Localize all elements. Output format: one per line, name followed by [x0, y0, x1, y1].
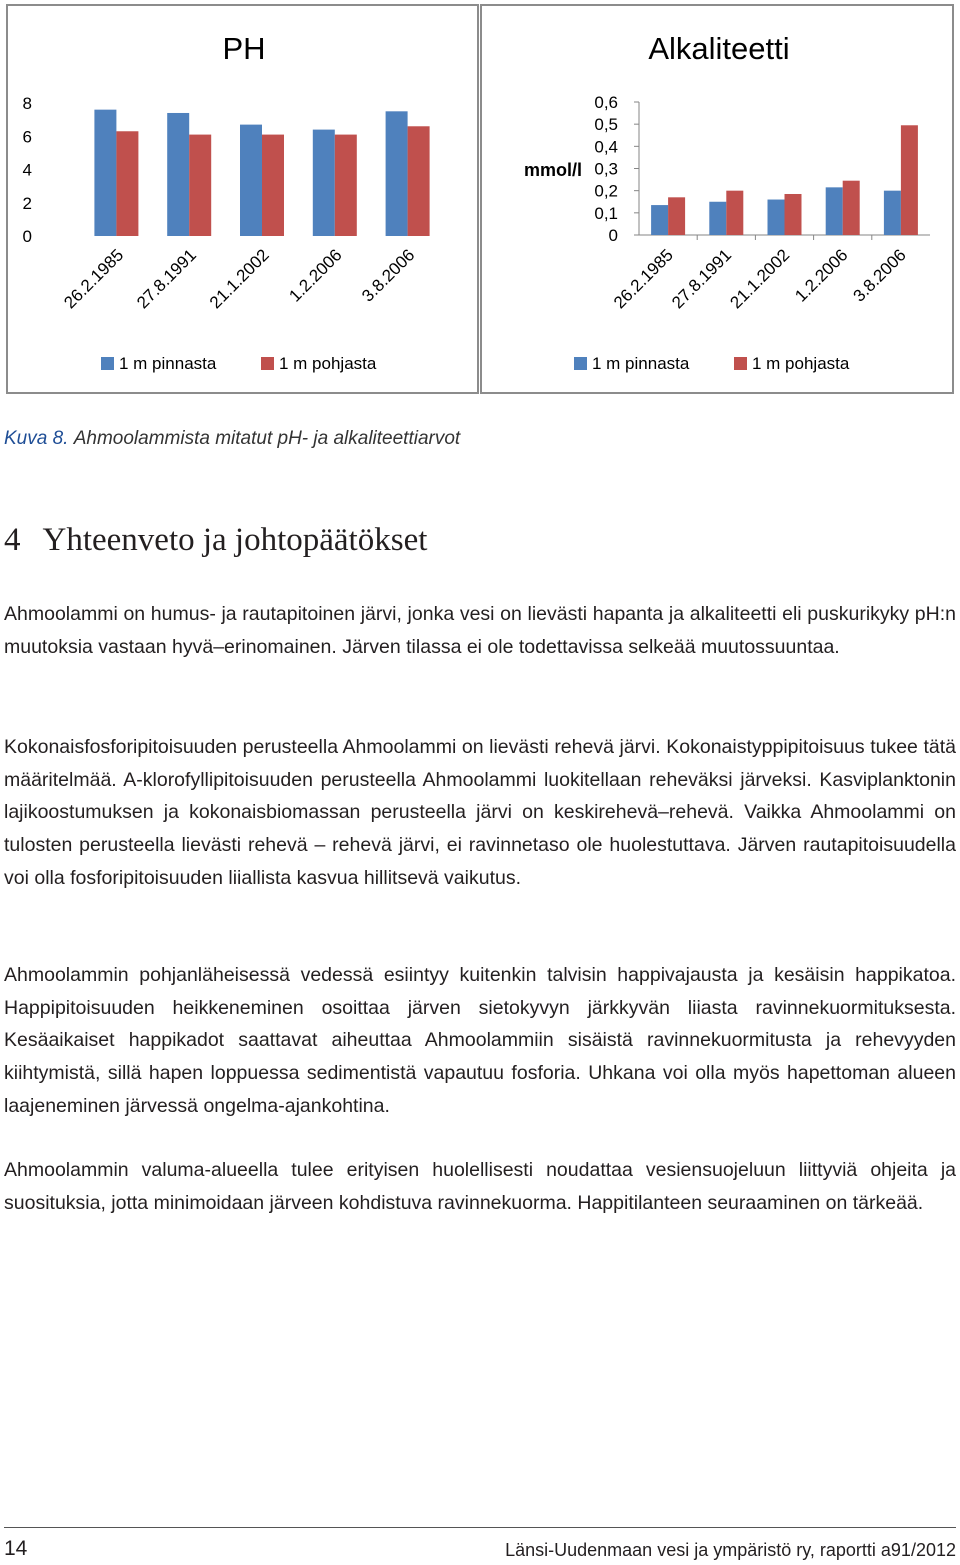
bar-1m-bottom — [408, 126, 430, 236]
y-tick-label: 2 — [22, 193, 32, 213]
bar-1m-bottom — [843, 181, 860, 235]
y-tick-label: 0,4 — [594, 137, 618, 157]
x-category-label: 27.8.1991 — [668, 245, 736, 313]
x-category-label: 21.1.2002 — [205, 245, 273, 313]
bar-1m-surface — [651, 205, 668, 235]
paragraph: Ahmoolammin valuma-alueella tulee erityisen huolellisesti noudattaa vesiensuojeluun liittyviä ohjeita ja suosituksia, jotta minimoidaan järveen kohdistuva ravinnekuorma. Happitilanteen seuraaminen on tärkeää. — [4, 1159, 956, 1214]
section-heading — [4, 522, 427, 559]
bar-1m-bottom — [668, 197, 685, 235]
y-tick-label: 6 — [22, 127, 32, 147]
bar-1m-bottom — [116, 131, 138, 236]
x-category-label: 27.8.1991 — [133, 245, 201, 313]
y-tick-label: 0,5 — [594, 115, 618, 135]
caption-text: Ahmoolammista mitatut pH- ja alkaliteettiarvot — [73, 428, 461, 449]
y-tick-label: 8 — [22, 94, 32, 113]
y-tick-label: 0,2 — [594, 181, 618, 201]
page-number: 14 — [4, 1537, 28, 1560]
paragraph: Ahmoolammi on humus- ja rautapitoinen järvi, jonka vesi on lievästi hapanta ja alkaliteetti eli puskurikyky pH:n muutoksia vastaan hyvä–erinomainen. Järven tilassa ei ole todettavissa selkeää muutossuuntaa. — [4, 603, 956, 658]
legend-swatch — [101, 357, 114, 370]
paragraph: Ahmoolammin pohjanläheisessä vedessä esiintyy kuitenkin talvisin happivajausta ja kesäisin happikatoa. Happipitoisuuden heikkeneminen osoittaa järven sietokyvyn järkkyvän liiasta ravinnekuormituksesta. Kesäaikaiset happikadot saattavat aiheuttaa Ahmoolammiin sisäistä ravinnekuormitusta ja rehevyyden kiihtymistä, sillä hapen loppuessa sedimentistä vapautuu fosforia. Uhkana voi olla myös hapettoman alueen laajeneminen järvessä ongelma-ajankohtina. — [4, 964, 956, 1117]
section-title: Yhteenveto ja johtopäätökset — [42, 522, 428, 558]
bar-1m-bottom — [785, 194, 802, 235]
x-category-label: 26.2.1985 — [610, 245, 677, 313]
ph-chart-svg — [8, 6, 477, 392]
alkalinity-chart — [480, 4, 954, 394]
legend-label: 1 m pohjasta — [752, 354, 850, 373]
ph-chart — [6, 4, 479, 394]
chart-title: Alkaliteetti — [648, 31, 790, 66]
bar-1m-surface — [313, 130, 335, 236]
bar-1m-surface — [709, 202, 726, 235]
y-tick-label: 0 — [22, 227, 32, 246]
bar-1m-bottom — [901, 125, 918, 235]
chart-title: PH — [222, 31, 266, 66]
y-tick-label: 0,6 — [594, 93, 618, 112]
y-axis-unit-label: mmol/l — [523, 160, 582, 180]
section-number: 4 — [4, 522, 21, 558]
x-category-label: 26.2.1985 — [60, 245, 128, 313]
legend-label: 1 m pinnasta — [119, 354, 217, 373]
bar-1m-bottom — [262, 135, 284, 236]
bar-1m-surface — [826, 187, 843, 235]
legend-swatch — [261, 357, 274, 370]
footer-text: Länsi-Uudenmaan vesi ja ympäristö ry, raportti a91/2012 — [505, 1540, 956, 1560]
legend-swatch — [734, 357, 747, 370]
bar-1m-surface — [768, 200, 785, 235]
legend-label: 1 m pohjasta — [279, 354, 377, 373]
caption-label: Kuva 8. — [4, 428, 69, 449]
legend-label: 1 m pinnasta — [592, 354, 690, 373]
y-tick-label: 0 — [608, 226, 618, 245]
legend-swatch — [574, 357, 587, 370]
x-category-label: 3.8.2006 — [358, 245, 419, 306]
footer-divider — [4, 1527, 956, 1528]
x-category-label: 1.2.2006 — [285, 245, 346, 306]
bar-1m-bottom — [335, 135, 357, 236]
x-category-label: 21.1.2002 — [726, 245, 794, 313]
y-tick-label: 0,3 — [594, 159, 618, 179]
alkalinity-chart-svg — [482, 6, 952, 392]
x-category-label: 3.8.2006 — [849, 245, 910, 306]
y-tick-label: 0,1 — [594, 203, 618, 223]
bar-1m-bottom — [189, 135, 211, 236]
bar-1m-surface — [240, 125, 262, 236]
bar-1m-surface — [167, 113, 189, 236]
y-tick-label: 4 — [22, 160, 32, 180]
bar-1m-surface — [94, 110, 116, 236]
paragraph: Kokonaisfosforipitoisuuden perusteella Ahmoolammi on lievästi rehevä järvi. Kokonaistyppipitoisuus tukee tätä määritelmää. A-klorofyllipitoisuuden perusteella Ahmoolammi luokitellaan reheväksi järveksi. Kasviplanktonin lajikoostumuksen ja kokonaisbiomassan perusteella järvi on keskirehevä–rehevä. Vaikka Ahmoolammi on tulosten perusteella lievästi rehevä – rehevä järvi, ei ravinnetaso ole huolestuttava. Järven rautapitoisuudella voi olla fosforipitoisuuden liiallista kasvua hillitsevä vaikutus. — [4, 736, 956, 889]
figure-caption — [4, 428, 460, 450]
x-category-label: 1.2.2006 — [791, 245, 852, 306]
bar-1m-bottom — [726, 191, 743, 235]
bar-1m-surface — [386, 111, 408, 236]
bar-1m-surface — [884, 191, 901, 235]
